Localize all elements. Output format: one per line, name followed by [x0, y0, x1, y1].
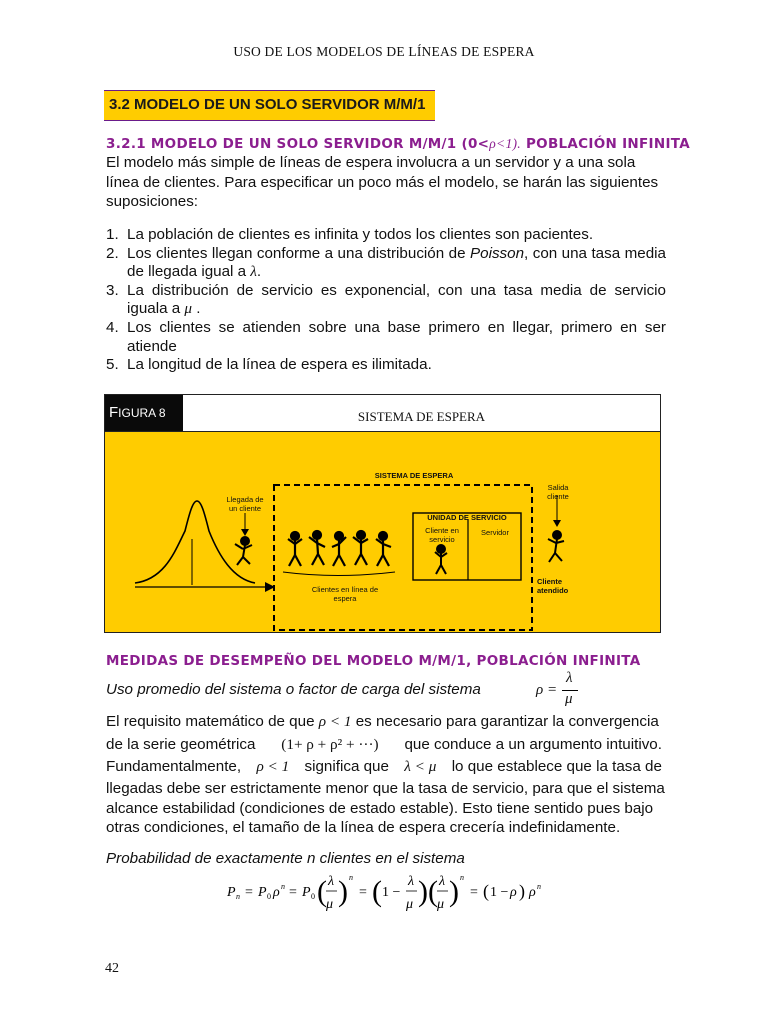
- subsection-title: 3.2.1 MODELO DE UN SOLO SERVIDOR M/M/1 (0<ρ<1). POBLACIÓN INFINITA: [106, 136, 690, 152]
- svg-text:): ): [338, 875, 348, 908]
- svg-text:=: =: [289, 885, 297, 900]
- figure-8: [104, 394, 661, 633]
- service-unit-box: [413, 513, 521, 580]
- system-boundary: [274, 485, 532, 630]
- figure-label: FIGURA 8: [105, 395, 183, 431]
- svg-text:λ: λ: [408, 874, 415, 889]
- svg-text:ρ: ρ: [510, 885, 517, 900]
- svg-text:ρ: ρ: [273, 885, 280, 900]
- svg-text:P: P: [227, 885, 236, 900]
- page-number: 42: [105, 961, 119, 976]
- in-service-label: Cliente en servicio: [425, 526, 459, 544]
- queue-brace: [283, 572, 395, 576]
- queue-label: Clientes en línea de espera: [311, 585, 379, 603]
- svg-text:=: =: [470, 885, 478, 900]
- convergence-paragraph: El requisito matemático de que ρ < 1 es necesario para garantizar la convergencia de la serie geométrica (1+ ρ + ρ² + ···) que conduce a un argumento intuitivo. Fundamentalmente, ρ < 1 significa que λ < μ lo que establece que la tasa de llegadas debe ser estrictamente menor que la tasa de servicio, para que el sistema alcance estabilidad (condiciones de estado estable). Esto tiene sentido pues bajo otras condiciones, el tamaño de la línea de espera crecería indefinidamente.: [106, 713, 665, 836]
- arrival-distribution-curve: [135, 501, 255, 583]
- svg-text:P: P: [302, 885, 311, 900]
- intro-line: El modelo más simple de líneas de espera involucra a un servidor y a una sola: [106, 154, 636, 171]
- load-factor-label: Uso promedio del sistema o factor de carga del sistema: [106, 681, 481, 698]
- figure-title: SISTEMA DE ESPERA: [357, 409, 486, 424]
- svg-text:0: 0: [311, 892, 315, 901]
- svg-text:): ): [449, 875, 459, 908]
- svg-text:n: n: [349, 873, 353, 882]
- svg-text:μ: μ: [437, 897, 445, 912]
- svg-text:): ): [519, 881, 525, 901]
- list-item: 2. Los clientes llegan conforme a una distribución de Poisson, con una tasa media de llegada igual a λ.: [106, 244, 666, 281]
- svg-text:(: (: [372, 875, 382, 908]
- served-label: Cliente atendido: [537, 577, 569, 595]
- intro-line: línea de clientes. Para especificar un poco más el modelo, se harán las siguientes: [106, 173, 659, 191]
- load-factor-formula: ρ = λ μ: [536, 670, 596, 710]
- exit-label: Salida cliente: [547, 483, 569, 501]
- svg-text:P: P: [258, 885, 267, 900]
- svg-text:ρ: ρ: [529, 885, 536, 900]
- server-label: Servidor: [481, 528, 509, 537]
- list-item: 1. La población de clientes es infinita y todos los clientes son pacientes.: [106, 226, 594, 243]
- svg-text:n: n: [460, 873, 464, 882]
- svg-text:): ): [418, 875, 428, 908]
- section-title-box: [104, 90, 435, 121]
- svg-text:1 −: 1 −: [382, 885, 401, 900]
- arriving-customer-figure: [235, 537, 252, 565]
- svg-text:n: n: [236, 892, 240, 901]
- figure-title-band: [105, 395, 660, 432]
- svg-text:(: (: [317, 875, 327, 908]
- intro-line: suposiciones:: [106, 193, 199, 210]
- measures-title: MEDIDAS DE DESEMPEÑO DEL MODELO M/M/1, POBLACIÓN INFINITA: [106, 653, 641, 669]
- svg-text:(: (: [428, 875, 438, 908]
- svg-text:1 −: 1 −: [490, 885, 509, 900]
- system-label: SISTEMA DE ESPERA: [374, 471, 454, 480]
- list-item: 3. La distribución de servicio es exponencial, con una tasa media de servicio iguala a μ .: [106, 281, 666, 318]
- customer-in-service-figure: [435, 545, 447, 574]
- service-unit-label: UNIDAD DE SERVICIO: [427, 513, 507, 522]
- list-item: 5. La longitud de la línea de espera es ilimitada.: [106, 356, 432, 374]
- svg-text:0: 0: [267, 892, 271, 901]
- svg-text:μ: μ: [406, 897, 414, 912]
- assumptions-list: [106, 226, 666, 375]
- svg-text:μ: μ: [326, 897, 334, 912]
- svg-text:=: =: [245, 885, 253, 900]
- svg-text:(: (: [483, 881, 489, 901]
- svg-text:n: n: [281, 882, 285, 891]
- svg-text:λ: λ: [328, 874, 335, 889]
- running-header: USO DE LOS MODELOS DE LÍNEAS DE ESPERA: [233, 44, 535, 59]
- intro-paragraph: [106, 153, 666, 212]
- arrival-label: Llegada de un cliente: [226, 495, 264, 513]
- queue-customers: [288, 531, 391, 566]
- probability-formula: [225, 866, 555, 916]
- svg-text:λ: λ: [439, 874, 446, 889]
- svg-text:n: n: [537, 882, 541, 891]
- section-title: 3.2 MODELO DE UN SOLO SERVIDOR M/M/1: [109, 96, 426, 113]
- probability-label: Probabilidad de exactamente n clientes en el sistema: [106, 850, 465, 867]
- list-item: 4. Los clientes se atienden sobre una base primero en llegar, primero en ser atiende: [106, 318, 666, 355]
- exiting-customer-figure: [548, 531, 564, 562]
- svg-text:=: =: [359, 885, 367, 900]
